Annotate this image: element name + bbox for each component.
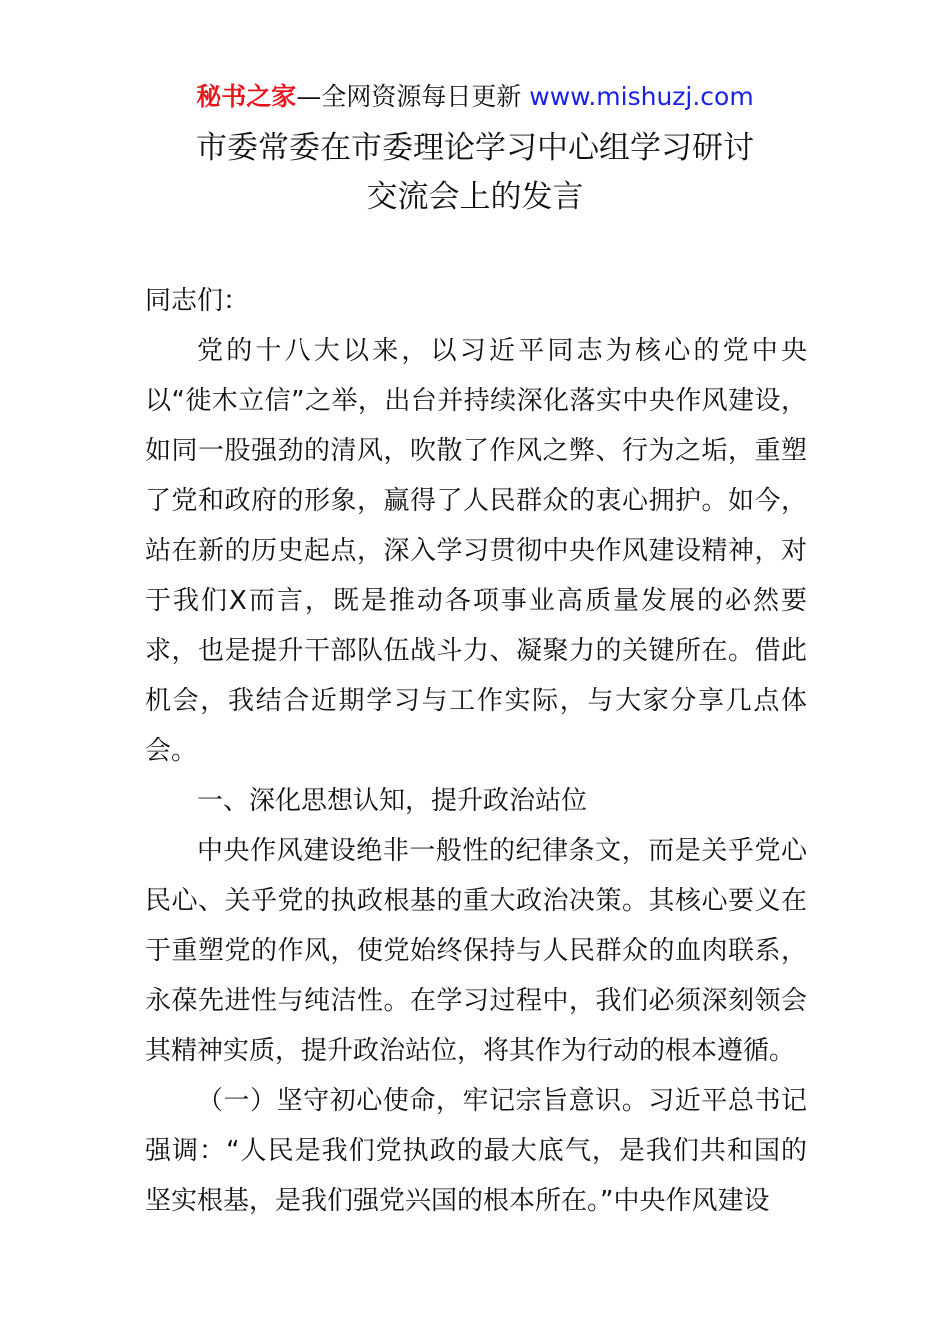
salutation: 同志们： (145, 286, 250, 316)
document-title-line-2: 交流会上的发言 (366, 179, 584, 215)
site-url-link[interactable]: www.mishuzj.com (529, 82, 754, 111)
document-body (145, 276, 807, 1226)
paragraph-section-1: 中央作风建设绝非一般性的纪律条文，而是关乎党心民心、关乎党的执政根基的重大政治决策。其核心要义在于重塑党的作风，使党始终保持与人民群众的血肉联系，永葆先进性与纯洁性。在学习过程中，我们必须深刻领会其精神实质，提升政治站位，将其作为行动的根本遵循。 (145, 836, 807, 1066)
document-title-line-1: 市委常委在市委理论学习中心组学习研讨 (196, 130, 754, 166)
site-header (0, 80, 950, 114)
header-tagline: —全网资源每日更新 (296, 82, 522, 111)
paragraph-subsection-1: （一）坚守初心使命，牢记宗旨意识。习近平总书记强调：“人民是我们党执政的最大底气，是我们共和国的坚实根基，是我们强党兴国的根本所在。”中央作风建设 (145, 1086, 807, 1216)
section-heading-1: 一、深化思想认知，提升政治站位 (197, 786, 588, 816)
paragraph-intro: 党的十八大以来，以习近平同志为核心的党中央以“徙木立信”之举，出台并持续深化落实中央作风建设，如同一股强劲的清风，吹散了作风之弊、行为之垢，重塑了党和政府的形象，赢得了人民群众的衷心拥护。如今，站在新的历史起点，深入学习贯彻中央作风建设精神，对于我们X而言，既是推动各项事业高质量发展的必然要求，也是提升干部队伍战斗力、凝聚力的关键所在。借此机会，我结合近期学习与工作实际，与大家分享几点体会。 (145, 336, 807, 766)
brand-name: 秘书之家 (196, 82, 297, 111)
